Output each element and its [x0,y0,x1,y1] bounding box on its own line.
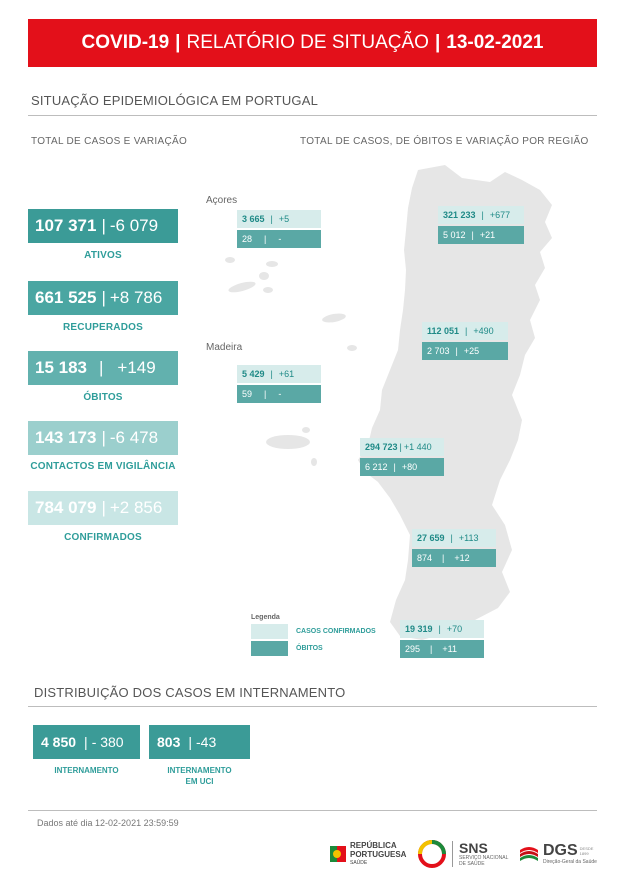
dgs-subtitle: Direção-Geral da Saúde [543,859,597,865]
region-cases-change: +113 [458,533,479,543]
sns-divider [452,841,453,867]
region-cases: 294 723 [365,442,398,452]
region-centro: 112 051 | +490 2 703 | +25 [422,322,508,360]
legend-swatch-confirmed [251,624,288,639]
stat-separator: | [101,288,106,307]
stat-contacts-change: -6 478 [109,428,159,447]
hospitalized-label [33,765,140,776]
stat-contacts-value: 143 173 [35,428,97,447]
region-deaths-change: +80 [401,462,418,472]
madeira-island [266,435,310,449]
region-azores: 3 665 | +5 28 | - [237,210,321,248]
stat-recovered-label: RECUPERADOS [63,322,143,333]
data-timestamp: Dados até dia 12-02-2021 23:59:59 [37,818,179,828]
region-deaths-change: - [278,389,282,399]
region-madeira: 5 429 | +61 59 | - [237,365,321,403]
region-cases-change: +1 440 [403,442,432,452]
region-cases-change: +5 [278,214,290,224]
madeira-island [302,427,310,433]
report-banner [28,19,597,67]
region-deaths-change: - [278,234,282,244]
stat-confirmed [28,491,178,525]
madeira-island [311,458,317,466]
region-cases: 5 429 [242,369,265,379]
banner-date: 13-02-2021 [446,32,544,53]
stat-separator: | [101,216,106,235]
banner-separator: | [175,32,181,53]
stat-confirmed-value: 784 079 [35,498,97,517]
stat-active-change: -6 079 [109,216,159,235]
region-lisboa: 294 723 | +1 440 6 212 | +80 [360,438,444,476]
rp-line2: PORTUGUESA [350,849,407,859]
stat-deaths-value: 15 183 [35,358,87,377]
stat-deaths [28,351,178,385]
azores-island [259,272,269,280]
region-cases: 19 319 [405,624,433,634]
label-madeira: Madeira [206,342,243,353]
sns-title: SNS [459,840,488,856]
region-cases-change: +677 [489,210,511,220]
azores-island [266,261,278,267]
rp-line3: SAÚDE [350,859,368,866]
region-deaths: 28 [242,234,253,244]
legend-label-confirmed: CASOS CONFIRMADOS [296,628,376,635]
region-cases: 27 659 [417,533,445,543]
icu-label-line1: INTERNAMENTO [167,766,232,775]
dgs-emblem-icon [518,844,540,864]
stat-deaths-label: ÓBITOS [83,392,123,403]
azores-island [225,257,235,263]
stat-active-value: 107 371 [35,216,97,235]
stat-hospitalized [33,725,140,759]
dgs-title: DGS [543,842,578,859]
region-deaths: 59 [242,389,253,399]
label-azores: Açores [206,195,238,206]
sns-subtitle-line2: DE SAÚDE [459,861,485,867]
stat-confirmed-label: CONFIRMADOS [64,532,142,543]
region-alentejo: 27 659 | +113 874 | +12 [412,529,496,567]
dgs-since: DESDE 1899 [579,846,594,856]
region-deaths-change: +11 [442,644,457,654]
subtitle-total-cases: TOTAL DE CASOS E VARIAÇÃO [31,136,188,147]
region-cases: 321 233 [443,210,476,220]
republica-emblem-icon [330,845,346,863]
icu-value: 803 [157,734,181,750]
section-title-hospital: DISTRIBUIÇÃO DOS CASOS EM INTERNAMENTO [34,685,346,700]
stat-active-label: ATIVOS [84,250,122,261]
region-deaths-change: +21 [479,230,496,240]
stat-separator: | [84,734,88,750]
section-divider [28,706,597,707]
region-cases-change: +61 [278,369,295,379]
subtitle-regions: TOTAL DE CASOS, DE ÓBITOS E VARIAÇÃO POR REGIÃO [300,136,589,147]
stat-recovered-change: +8 786 [109,288,163,307]
stat-confirmed-change: +2 856 [109,498,163,517]
region-deaths-change: +25 [463,346,480,356]
stat-icu [149,725,250,759]
region-norte: 321 233 | +677 5 012 | +21 [438,206,524,244]
stat-recovered-value: 661 525 [35,288,97,307]
hospitalized-value: 4 850 [41,734,77,750]
banner-report-title: RELATÓRIO DE SITUAÇÃO [186,32,429,53]
legend-label-deaths: ÓBITOS [296,645,323,652]
azores-island [263,287,273,293]
banner-separator: | [434,32,441,53]
azores-island [227,280,256,295]
region-deaths: 295 [405,644,421,654]
region-deaths: 874 [417,553,433,563]
legend-title: Legenda [251,614,280,621]
stat-separator: | [101,498,106,517]
stat-separator: | [101,428,106,447]
region-deaths: 5 012 [443,230,466,240]
republica-portuguesa-logo [330,838,406,870]
region-deaths: 2 703 [427,346,450,356]
region-deaths-change: +12 [454,553,470,563]
banner-covid: COVID-19 [81,32,170,53]
icu-change: -43 [196,734,217,750]
legend-swatch-deaths [251,641,288,656]
stat-deaths-change: +149 [117,358,156,377]
stat-recovered [28,281,178,315]
section-divider [28,115,597,116]
region-algarve: 19 319 | +70 295 | +11 [400,620,484,658]
dgs-logo [518,838,597,870]
region-cases: 3 665 [242,214,265,224]
stat-active [28,209,178,243]
region-deaths: 6 212 [365,462,388,472]
rp-line1: REPÚBLICA [350,840,397,850]
stat-contacts-label: CONTACTOS EM VIGILÂNCIA [30,461,176,472]
stat-separator: | [99,358,104,377]
icu-label-line2: EM UCI [185,777,214,786]
azores-island [347,345,357,351]
footer-divider [28,810,597,811]
stat-contacts [28,421,178,455]
stat-separator: | [188,734,192,750]
map-legend [251,614,376,658]
azores-island [321,312,346,324]
region-cases-change: +70 [446,624,463,634]
region-cases-change: +490 [473,326,494,336]
sns-emblem-icon [418,840,446,868]
section-title-epidemiological: SITUAÇÃO EPIDEMIOLÓGICA EM PORTUGAL [31,93,319,108]
region-cases: 112 051 [427,326,460,336]
sns-logo [418,838,508,870]
hospitalized-label-line1: INTERNAMENTO [54,766,119,775]
hospitalized-change: - 380 [91,734,124,750]
sns-subtitle-line1: SERVIÇO NACIONAL [459,855,509,861]
icu-label [149,765,250,787]
